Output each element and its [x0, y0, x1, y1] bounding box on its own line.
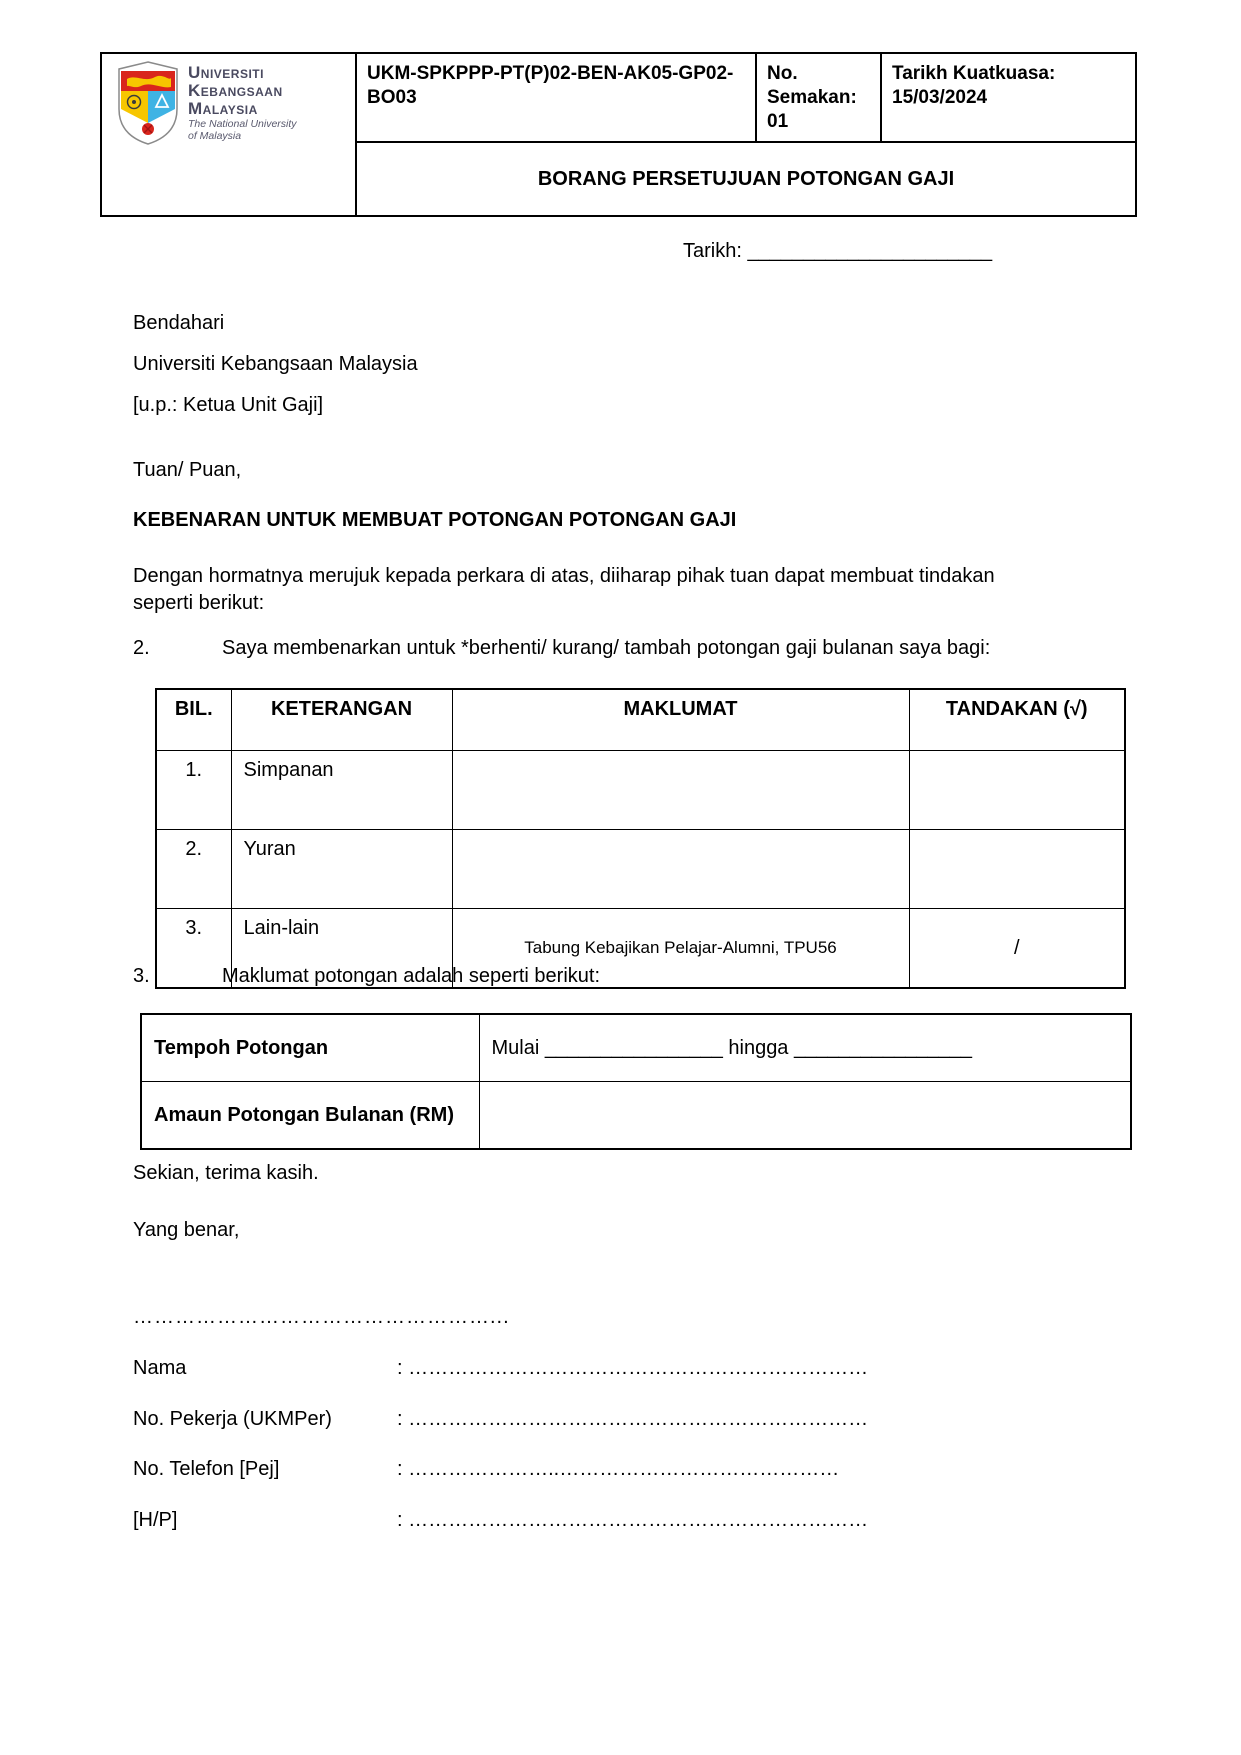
logo-cell [101, 53, 356, 216]
addressee-line-2: Universiti Kebangsaan Malaysia [133, 353, 418, 375]
amaun-value [479, 1082, 1131, 1150]
field-value-nama: : …………………………………………………………… [397, 1357, 869, 1379]
tarikh-line: Tarikh: ______________________ [683, 240, 993, 262]
row1-bil: 1. [156, 751, 231, 830]
logo-word-3: Malaysia [188, 98, 258, 118]
intro-paragraph: Dengan hormatnya merujuk kepada perkara di atas, diiharap pihak tuan dapat membuat tindakan seperti berikut: [133, 565, 995, 614]
semakan-value: 01 [767, 110, 789, 132]
table-header-row [156, 689, 1125, 751]
field-value-telefon: : …………………..…………………………………… [397, 1458, 840, 1480]
subject-heading: KEBENARAN UNTUK MEMBUAT POTONGAN POTONGAN GAJI [133, 509, 737, 531]
item2-number: 2. [133, 637, 150, 659]
closing-line: Sekian, terima kasih. [133, 1162, 319, 1184]
table-row [156, 830, 1125, 909]
ukm-logo [103, 55, 354, 151]
field-label-hp: [H/P] [133, 1509, 178, 1531]
ukm-crest-logo [117, 61, 179, 145]
table-row [141, 1014, 1131, 1082]
field-label-pekerja: No. Pekerja (UKMPer) [133, 1408, 332, 1430]
row3-tandakan: / [909, 909, 1125, 989]
tempoh-label: Tempoh Potongan [141, 1014, 479, 1082]
kuatkuasa-value: 15/03/2024 [892, 86, 988, 108]
row2-keterangan: Yuran [231, 830, 452, 909]
row3-bil: 3. [156, 909, 231, 989]
amaun-label: Amaun Potongan Bulanan (RM) [141, 1082, 479, 1150]
kuatkuasa-label: Tarikh Kuatkuasa: [892, 63, 1056, 84]
doc-code: UKM-SPKPPP-PT(P)02-BEN-AK05-GP02-BO03 [356, 53, 756, 142]
field-label-nama: Nama [133, 1357, 187, 1379]
maklumat-potongan-table [140, 1013, 1132, 1150]
salutation: Tuan/ Puan, [133, 459, 242, 481]
logo-tagline-2: of Malaysia [188, 129, 242, 142]
row1-keterangan: Simpanan [231, 751, 452, 830]
signoff-line: Yang benar, [133, 1219, 240, 1241]
row1-maklumat [452, 751, 909, 830]
item3-text: Maklumat potongan adalah seperti berikut: [222, 965, 601, 987]
col-header-keterangan: KETERANGAN [231, 689, 452, 751]
addressee-line-3: [u.p.: Ketua Unit Gaji] [133, 394, 324, 416]
semakan-label: No. Semakan: [767, 63, 857, 108]
field-value-pekerja: : …………………………………………………………… [397, 1408, 869, 1430]
row2-maklumat [452, 830, 909, 909]
addressee-line-1: Bendahari [133, 312, 225, 334]
logo-word-1: Universiti [188, 63, 264, 83]
form-header [100, 52, 1137, 217]
item2-text: Saya membenarkan untuk *berhenti/ kurang/ tambah potongan gaji bulanan saya bagi: [222, 637, 991, 659]
field-value-hp: : …………………………………………………………… [397, 1509, 869, 1531]
potongan-table [155, 688, 1126, 989]
field-label-telefon: No. Telefon [Pej] [133, 1458, 280, 1480]
logo-wordmark [188, 64, 297, 142]
logo-tagline-1: The National University [188, 117, 297, 130]
table-row [156, 751, 1125, 830]
table-row [141, 1082, 1131, 1150]
col-header-tandakan: TANDAKAN (√) [909, 689, 1125, 751]
signature-dotted-line: ……………………………………………... [133, 1306, 510, 1328]
col-header-bil: BIL. [156, 689, 231, 751]
tempoh-value: Mulai ________________ hingga ________________ [479, 1014, 1131, 1082]
kuatkuasa-cell [881, 53, 1136, 142]
row3-keterangan: Lain-lain [231, 909, 452, 989]
row1-tandakan [909, 751, 1125, 830]
row2-tandakan [909, 830, 1125, 909]
logo-word-2: Kebangsaan [188, 81, 283, 101]
col-header-maklumat: MAKLUMAT [452, 689, 909, 751]
row3-maklumat: Tabung Kebajikan Pelajar-Alumni, TPU56 [452, 909, 909, 989]
form-title: BORANG PERSETUJUAN POTONGAN GAJI [356, 142, 1136, 216]
item3-number: 3. [133, 965, 150, 987]
semakan-cell [756, 53, 881, 142]
row2-bil: 2. [156, 830, 231, 909]
